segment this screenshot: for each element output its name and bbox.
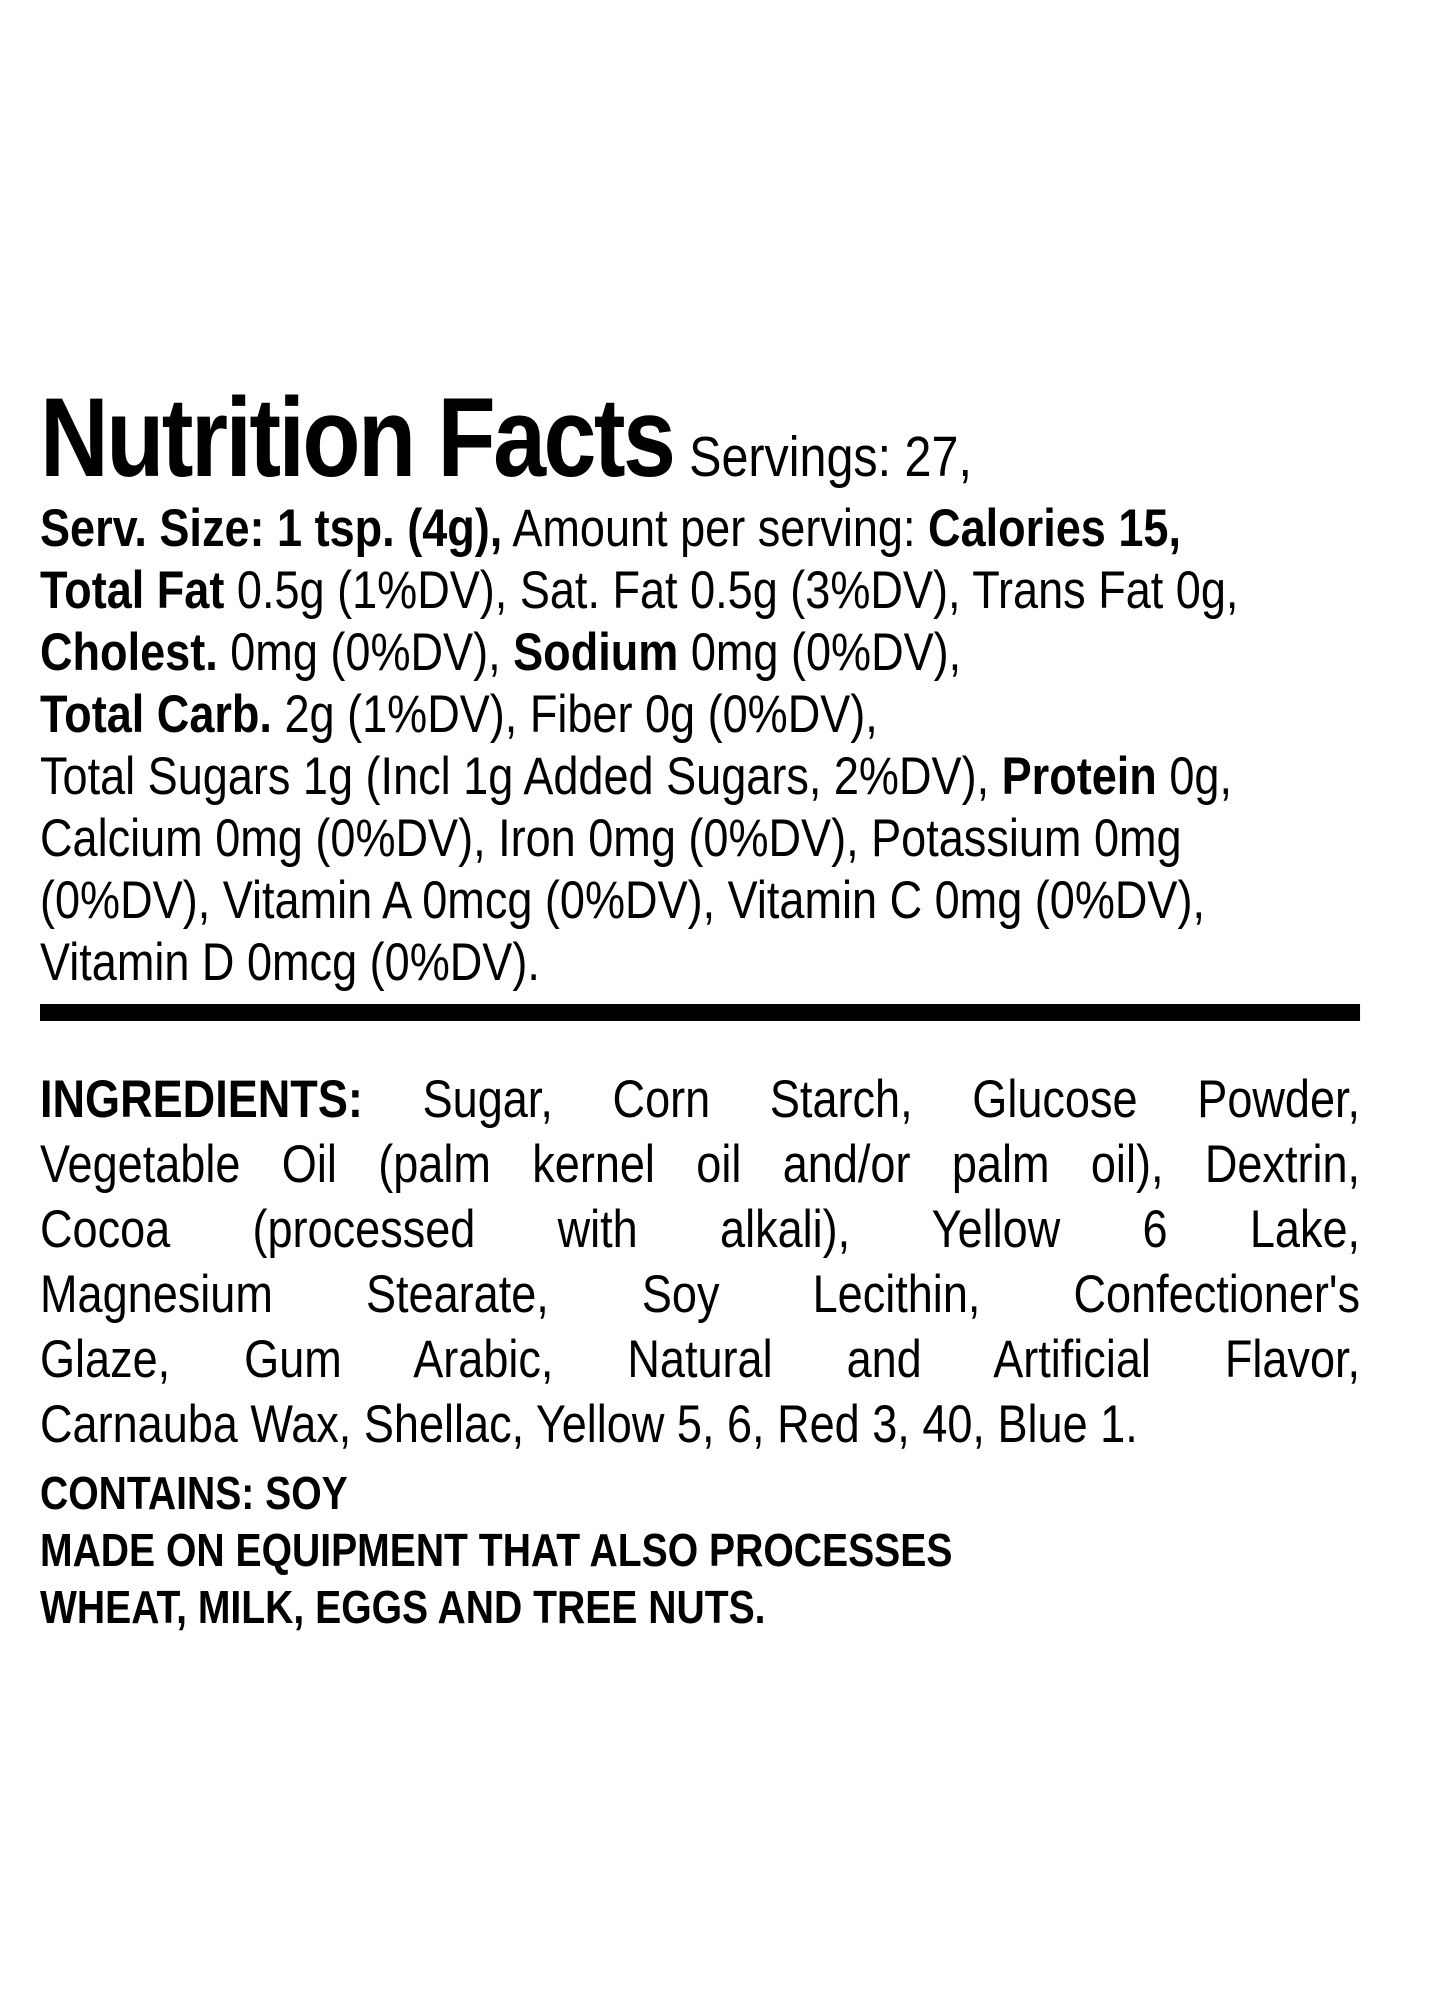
ingredients-line: Magnesium Stearate, Soy Lecithin, Confectioner's — [40, 1265, 1361, 1324]
protein-value: 0g, — [1169, 747, 1232, 806]
serv-size-value: Serv. Size: 1 tsp. (4g), — [40, 499, 503, 558]
cholesterol-value: 0mg (0%DV), — [230, 623, 501, 682]
sugars-protein-line — [40, 746, 1363, 808]
fat-line — [40, 560, 1363, 622]
protein-label: Protein — [1001, 747, 1157, 806]
made-on-equipment-line: MADE ON EQUIPMENT THAT ALSO PROCESSES — [40, 1524, 953, 1576]
total-carb-values: 2g (1%DV), Fiber 0g (0%DV), — [284, 685, 878, 744]
cholesterol-sodium-line — [40, 622, 1363, 684]
sodium-label: Sodium — [513, 623, 679, 682]
allergen-section — [40, 1465, 1363, 1636]
contains-statement: CONTAINS: SOY — [40, 1467, 348, 1519]
nutrition-label — [40, 375, 1363, 1636]
ingredients-line: Glaze, Gum Arabic, Natural and Artificial Flavor, — [40, 1330, 1361, 1389]
made-on-equipment-line: WHEAT, MILK, EGGS AND TREE NUTS. — [40, 1581, 766, 1633]
serving-size-line — [40, 498, 1363, 560]
ingredients-section — [40, 1067, 1360, 1457]
ingredients-line: Carnauba Wax, Shellac, Yellow 5, 6, Red 3, 40, Blue 1. — [40, 1395, 1138, 1454]
minerals-line: Calcium 0mg (0%DV), Iron 0mg (0%DV), Potassium 0mg — [40, 809, 1182, 868]
total-sugars-value: Total Sugars 1g (Incl 1g Added Sugars, 2%DV), — [40, 747, 990, 806]
heading-line — [40, 375, 1363, 500]
total-fat-label: Total Fat — [40, 561, 225, 620]
sodium-value: 0mg (0%DV), — [690, 623, 962, 682]
ingredients-line: Vegetable Oil (palm kernel oil and/or palm oil), Dextrin, — [40, 1135, 1361, 1194]
ingredients-text-1: Sugar, Corn Starch, Glucose Powder, — [422, 1070, 1361, 1129]
amount-per-serving-label: Amount per serving: — [512, 499, 916, 558]
cholesterol-label: Cholest. — [40, 623, 218, 682]
nutrition-summary — [40, 498, 1363, 994]
vitamin-d-line: Vitamin D 0mcg (0%DV). — [40, 933, 540, 992]
ingredients-line: Cocoa (processed with alkali), Yellow 6 Lake, — [40, 1200, 1361, 1259]
servings-count: Servings: 27, — [689, 425, 972, 489]
ingredients-line — [40, 1067, 1360, 1132]
carb-line — [40, 684, 1363, 746]
ingredients-label: INGREDIENTS: — [40, 1070, 363, 1129]
calories-value: Calories 15, — [928, 499, 1181, 558]
divider-rule — [40, 1004, 1360, 1021]
total-fat-values: 0.5g (1%DV), Sat. Fat 0.5g (3%DV), Trans Fat 0g, — [236, 561, 1239, 620]
nutrition-facts-title: Nutrition Facts — [40, 375, 674, 500]
total-carb-label: Total Carb. — [40, 685, 272, 744]
vitamins-line: (0%DV), Vitamin A 0mcg (0%DV), Vitamin C 0mg (0%DV), — [40, 871, 1205, 930]
